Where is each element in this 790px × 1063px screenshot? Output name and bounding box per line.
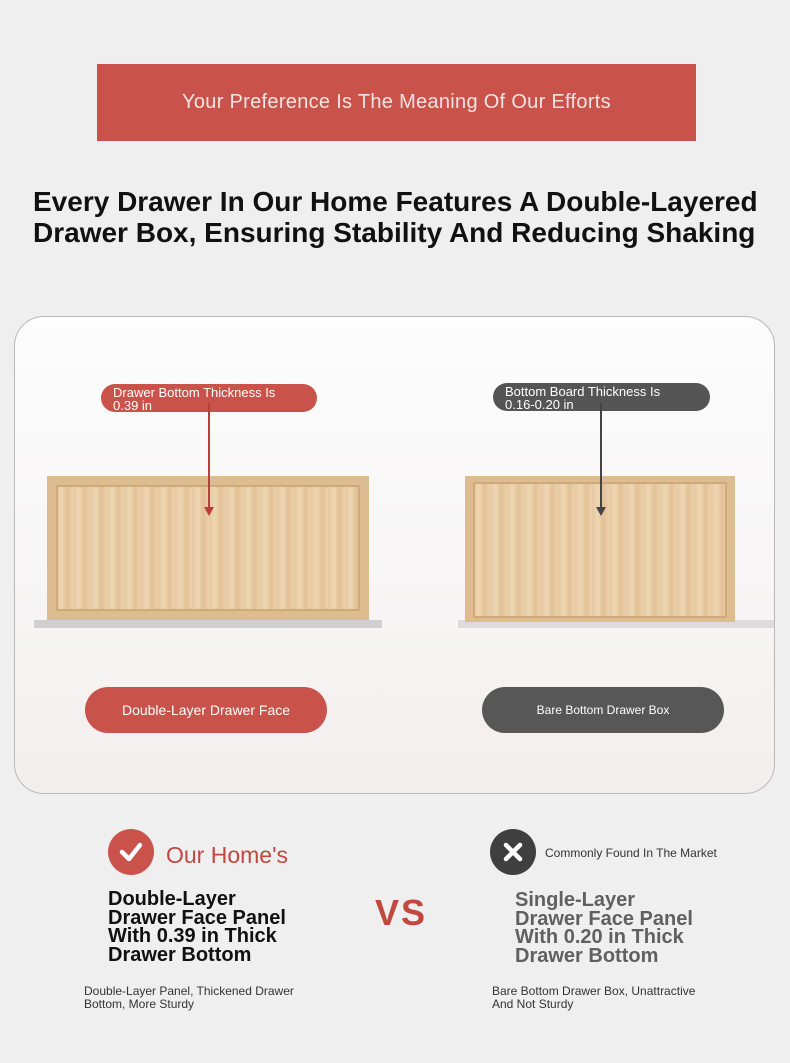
market-description [515,891,693,965]
market-desc-line-2: Drawer Face Panel [515,907,693,930]
banner-text: Your Preference Is The Meaning Of Our Efforts [182,91,611,113]
headline-line-2: Drawer Box, Ensuring Stability And Reducing Shaking [33,217,756,248]
right-label-line-2: 0.16-0.20 in [505,397,574,412]
bare-bottom-drawer-box-button[interactable]: Bare Bottom Drawer Box [482,687,724,733]
our-note-line-2: Bottom, More Sturdy [84,997,195,1011]
vs-label: VS [375,892,428,933]
headline-line-1: Every Drawer In Our Home Features A Double-Layered [33,186,758,217]
market-desc-line-4: Drawer Bottom [515,944,659,967]
our-home-note [84,985,294,1011]
check-icon [108,829,154,875]
our-desc-line-4: Drawer Bottom [108,943,252,966]
our-home-description [108,890,286,964]
our-desc-line-2: Drawer Face Panel [108,906,286,929]
left-arrow-head [204,507,214,516]
market-note [492,985,695,1011]
right-arrow-head [596,507,606,516]
market-desc-line-3: With 0.20 in Thick [515,926,684,948]
right-pointer-arrow [600,403,602,509]
left-label-line-1: Drawer Bottom Thickness Is [113,385,276,400]
right-label-line-1: Bottom Board Thickness Is [505,384,661,399]
market-note-line-1: Bare Bottom Drawer Box, Unattractive [492,984,696,998]
title-banner [97,64,696,141]
x-icon [490,829,536,875]
comparison-panel [14,316,775,794]
left-label-line-2: 0.39 in [113,398,153,413]
our-desc-line-3: With 0.39 in Thick [108,925,277,947]
market-note-line-2: And Not Sturdy [492,997,574,1011]
left-drawer-shadow [34,620,382,628]
page-headline [33,186,758,248]
left-pointer-arrow [208,403,210,509]
our-desc-line-1: Double-Layer [108,888,236,910]
our-home-title: Our Home's [166,842,288,868]
our-note-line-1: Double-Layer Panel, Thickened Drawer [84,984,294,998]
market-title: Commonly Found In The Market [545,846,717,860]
double-layer-drawer-face-button[interactable]: Double-Layer Drawer Face [85,687,327,733]
market-desc-line-1: Single-Layer [515,889,636,911]
